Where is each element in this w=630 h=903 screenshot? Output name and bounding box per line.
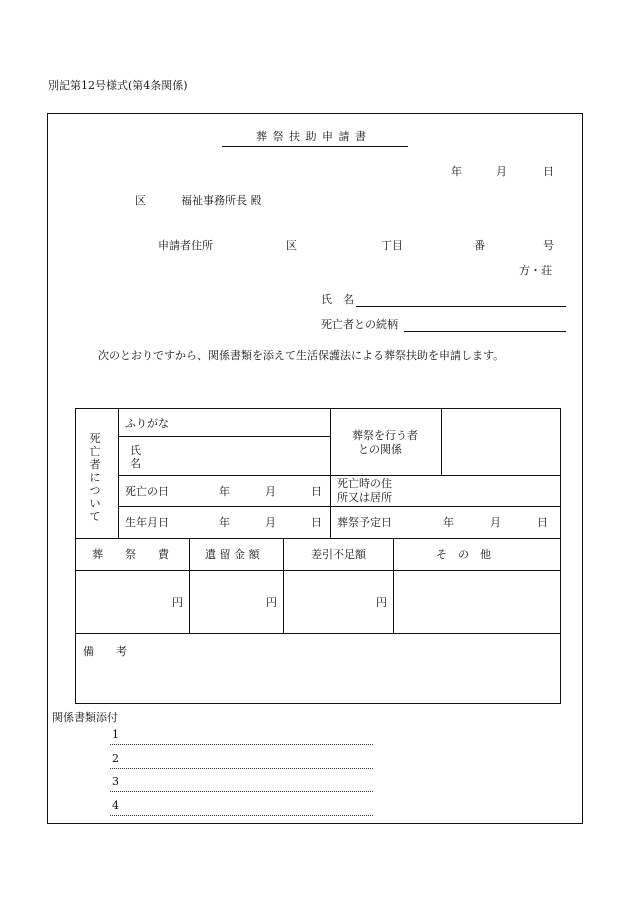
attachment-number: 3	[112, 775, 119, 788]
table-grid-line	[118, 475, 561, 476]
death-date-month: 月	[265, 485, 276, 498]
applicant-go: 号	[543, 239, 554, 252]
table-grid-line	[75, 570, 561, 571]
birth-date-label: 生年月日	[125, 516, 169, 529]
birth-date-year: 年	[219, 516, 230, 529]
form-reference: 別記第12号様式(第4条関係)	[48, 79, 188, 92]
attachment-number: 2	[112, 752, 119, 765]
attachment-line[interactable]	[110, 815, 373, 816]
addressee-office: 福祉事務所長 殿	[181, 194, 262, 207]
birth-date-day: 日	[311, 516, 322, 529]
col-funeral-cost: 葬 祭 費	[92, 548, 169, 561]
deceased-vertical-label: 死 亡 者 に つ い て	[89, 432, 101, 523]
title-underline	[222, 146, 408, 147]
col-shortfall: 差引不足額	[311, 548, 366, 561]
furigana-label: ふりがな	[125, 417, 169, 430]
applicant-address-label: 申請者住所	[158, 239, 213, 252]
death-date-day: 日	[311, 485, 322, 498]
addressee-ward: 区	[135, 194, 146, 207]
remarks-label: 備 考	[83, 645, 127, 658]
funeral-cost-yen: 円	[172, 596, 183, 609]
application-statement: 次のとおりですから、関係書類を添えて生活保護法による葬祭扶助を申請します。	[98, 349, 505, 362]
deceased-name-label-1: 氏	[130, 444, 141, 457]
date-year: 年	[451, 165, 462, 178]
applicant-care-of: 方・荘	[519, 264, 552, 277]
estate-yen: 円	[266, 596, 277, 609]
table-grid-line	[441, 408, 442, 475]
applicant-chome: 丁目	[381, 239, 403, 252]
funeral-date-day: 日	[537, 516, 548, 529]
table-grid-line	[330, 408, 331, 538]
residence-label-1: 死亡時の住	[337, 477, 392, 490]
date-month: 月	[496, 165, 507, 178]
funeral-date-month: 月	[490, 516, 501, 529]
table-grid-line	[118, 506, 561, 507]
applicant-ward: 区	[286, 239, 297, 252]
applicant-name-label: 氏 名	[321, 293, 354, 306]
table-grid-line	[283, 538, 284, 633]
table-grid-line	[75, 538, 561, 539]
table-grid-line	[189, 538, 190, 633]
attachments-label: 関係書類添付	[52, 711, 118, 724]
attachment-line[interactable]	[110, 791, 373, 792]
applicant-relation-field[interactable]	[404, 331, 566, 332]
death-date-year: 年	[219, 485, 230, 498]
shortfall-yen: 円	[376, 596, 387, 609]
form-title: 葬 祭 扶 助 申 請 書	[256, 130, 367, 143]
deceased-name-label-2: 名	[130, 457, 141, 470]
attachment-number: 1	[112, 728, 119, 741]
funeral-date-year: 年	[443, 516, 454, 529]
table-grid-line	[75, 633, 561, 634]
applicant-ban: 番	[474, 239, 485, 252]
attachment-number: 4	[112, 799, 119, 812]
death-date-label: 死亡の日	[125, 485, 169, 498]
col-estate: 遺 留 金 額	[205, 548, 260, 561]
attachment-line[interactable]	[110, 744, 373, 745]
attachment-line[interactable]	[110, 768, 373, 769]
table-grid-line	[393, 538, 394, 633]
date-day: 日	[543, 165, 554, 178]
funeral-holder-label-1: 葬祭を行う者	[352, 429, 418, 442]
applicant-name-field[interactable]	[356, 306, 566, 307]
funeral-holder-label-2: との関係	[358, 443, 402, 456]
funeral-date-label: 葬祭予定日	[337, 516, 392, 529]
residence-label-2: 所又は居所	[337, 491, 392, 504]
table-grid-line	[118, 436, 330, 437]
birth-date-month: 月	[265, 516, 276, 529]
table-grid-line	[118, 408, 119, 538]
applicant-relation-label: 死亡者との続柄	[321, 318, 398, 331]
col-other: そ の 他	[436, 548, 491, 561]
